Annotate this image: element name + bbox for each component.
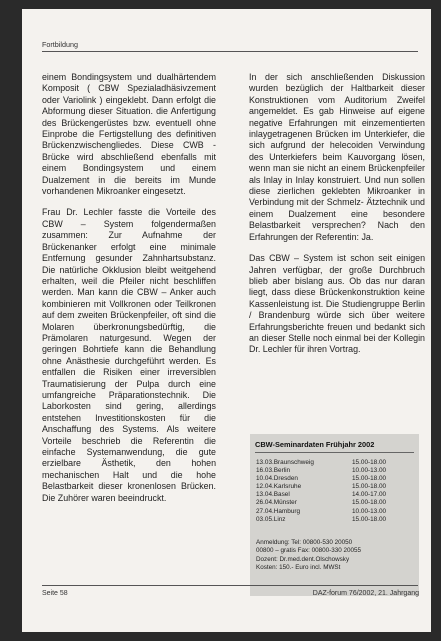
page-number: Seite 58 xyxy=(42,590,68,597)
seminar-place: 03.05.Linz xyxy=(256,515,286,523)
seminar-date-row xyxy=(256,483,416,491)
body-paragraph: Das CBW – System ist schon seit einigen Jahren verfügbar, der große Durchbruch blieb aber bislang aus. Ob das nur daran liegt, dass diese Brückenkonstruktion keine Kassenleistung ist. Die Studiengruppe Berlin / Brandenburg würde sich über weitere Erfahrungsberichte freuen und bedankt sich an dieser Stelle noch einmal bei der Kollegin Dr. Lechler für ihren Vortrag. xyxy=(249,253,425,355)
seminar-place: 13.03.Braunschweig xyxy=(256,459,314,466)
body-paragraph: In der sich anschließenden Diskussion wurden bezüglich der Haltbarkeit dieser Konstruktionen vom Auditorium Zweifel angemeldet. Es gab Hinweise auf eigene negative Erfahrungen mit einzementierten inlaygetragenen Brücken im Unterkiefer, die sich aufgrund der helecoiden Verwindung des Unterkiefers beim Kauvorgang lösen, wenn man sie nicht an einem Brückenpfeiler als Inlay in Inlay konstruiert. Und nun sollen diese zierlichen geklebten Mikroanker in Verbindung mit der Schmelz- Ätztechnik und einem Dualzement eine besondere Belastbarkeit versprechen? Nach den Erfahrungen der Referentin: Ja. xyxy=(249,72,425,242)
seminar-date-row xyxy=(256,475,416,483)
seminar-place: 13.04.Basel xyxy=(256,491,290,499)
section-header: Fortbildung xyxy=(42,40,78,49)
seminar-date-row xyxy=(256,491,416,499)
right-column xyxy=(249,72,425,356)
seminar-time: 15.00-18.00 xyxy=(352,459,387,466)
seminar-time: 14.00-17.00 xyxy=(352,491,387,499)
seminar-info-box xyxy=(250,434,419,596)
seminar-date-row xyxy=(256,508,416,516)
seminar-time: 15.00-18.00 xyxy=(352,515,387,523)
left-column xyxy=(42,72,216,504)
seminar-time: 10.00-13.00 xyxy=(352,507,387,515)
box-rule xyxy=(255,452,414,453)
body-paragraph: Frau Dr. Lechler fasste die Vorteile des CBW – System folgendermaßen zusammen: Zur Aufnahme der Brückenanker erfolgt eine minimale Entfernung gesunder Zahnhartsubstanz. Die natürliche Okklusion bleibt weitgehend erhalten, weil die Pfeiler nicht beschliffen werden. Man kann die CBW – Anker auch kombinieren mit Vollkronen oder Teilkronen auf dem zweiten Brückenpfeiler, oft sind die Molaren überkronungsbedürftig, die Prämolaren naturgesund. Wegen der geringen Bohrtiefe kann die Behandlung ohne Anästhesie durchgeführt werden. Es entfallen die Risiken einer irreversiblen Traumatisierung der Pulpa durch eine umfangreiche Präparationstechnik. Die Laborkosten sind gering, allerdings entstehen Investitionskosten für die Anschaffung des Systems. Als weitere Vorteile beschrieb die Referentin die einfache Systemanwendung, die gute erzielbare Ästhetik, den hohen mechanischen Halt und die hohe Belastbarkeit dieser kronenlosen Brücken. Die Zuhörer waren beeindruckt. xyxy=(42,207,216,503)
contact-line: Dozent: Dr.med.dent.Olschowsky xyxy=(256,555,350,563)
seminar-time: 15.00-18.00 xyxy=(352,475,387,483)
contact-line: Kosten: 150.- Euro incl. MWSt xyxy=(256,563,341,571)
header-rule xyxy=(42,51,418,52)
journal-reference: DAZ-forum 76/2002, 21. Jahrgang xyxy=(312,590,419,597)
footer-rule xyxy=(42,585,418,586)
seminar-date-list xyxy=(256,459,416,524)
seminar-date-row xyxy=(256,467,416,475)
seminar-time: 10.00-13.00 xyxy=(352,467,387,475)
seminar-date-row xyxy=(256,516,416,524)
seminar-time: 15.00-18.00 xyxy=(352,499,387,507)
body-paragraph: einem Bondingsystem und dualhärtendem Komposit ( CBW Spezialadhäsivzement oder Variolink ) eingeklebt. Dann erfolgt die Abformung dieser Situation. die Anfertigung des Brückengerüstes bzw. eventuell ohne Einprobe die Fertigstellung des definitiven Brückenzwischengliedes. Diese CWB - Brücke wird abschließend ebenfalls mit einem Bondingsystem und einem Dualzement in die bereits im Munde vorhandenen Mikroanker eingesetzt. xyxy=(42,72,216,197)
seminar-place: 27.04.Hamburg xyxy=(256,507,301,515)
seminar-time: 15.00-18.00 xyxy=(352,483,387,491)
seminar-place: 26.04.Münster xyxy=(256,499,297,507)
seminar-date-row xyxy=(256,459,416,467)
box-title: CBW-Seminardaten Frühjahr 2002 xyxy=(255,440,375,449)
seminar-place: 12.04.Karlsruhe xyxy=(256,483,302,491)
seminar-place: 10.04.Dresden xyxy=(256,475,298,483)
contact-line: Anmeldung: Tel: 00800-530 20050 xyxy=(256,539,353,546)
seminar-contact-info xyxy=(256,539,416,572)
seminar-date-row xyxy=(256,499,416,507)
contact-line: 00800 – gratis Fax: 00800-330 20055 xyxy=(256,547,362,555)
seminar-place: 16.03.Berlin xyxy=(256,467,291,475)
